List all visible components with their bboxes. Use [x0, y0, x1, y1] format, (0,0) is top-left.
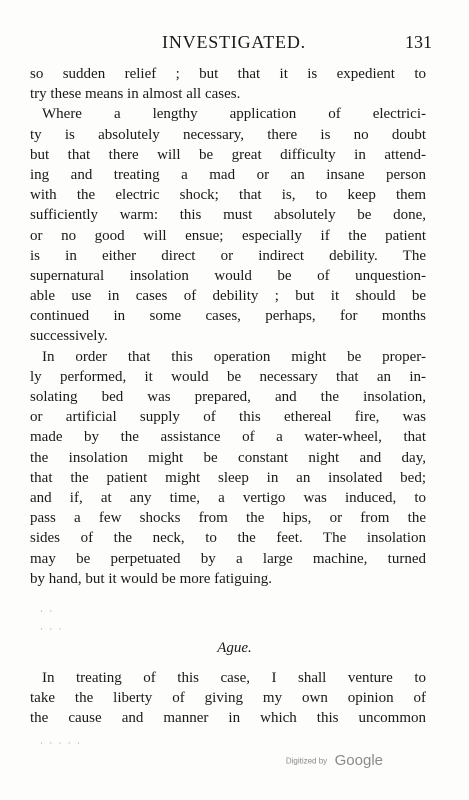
section-heading: Ague. — [217, 640, 252, 656]
digitized-by-text: Digitized by — [285, 756, 328, 766]
text-line: the insolation might be constant night and day, — [30, 449, 426, 466]
text-line: so sudden relief ; but that it is expedient to — [30, 66, 426, 82]
text-line: supernatural insolation would be of unquestion- — [30, 267, 426, 284]
page-header — [36, 24, 432, 54]
scan-noise: · · · · · — [40, 738, 82, 748]
section-text — [30, 668, 426, 729]
text-line: that the patient might sleep in an insolated bed; — [30, 469, 426, 486]
text-line: with the electric shock; that is, to keep them — [30, 187, 426, 204]
running-head: INVESTIGATED. — [162, 32, 306, 52]
text-line: able use in cases of debility ; but it should be — [30, 288, 426, 305]
page-number: 131 — [405, 32, 432, 52]
text-line: made by the assistance of a water-wheel, that — [30, 429, 426, 446]
text-line: In treating of this case, I shall venture to — [42, 670, 426, 686]
text-line: Where a lengthy application of electrici- — [42, 106, 426, 123]
digitization-watermark — [286, 752, 383, 770]
text-line: ty is absolutely necessary, there is no doubt — [30, 126, 426, 143]
text-line: and if, at any time, a vertigo was induced, to — [30, 489, 426, 506]
text-line: In order that this operation might be proper- — [42, 348, 426, 365]
text-line: try these means in almost all cases. — [30, 86, 241, 103]
body-text — [30, 64, 426, 589]
scan-noise: · · — [40, 606, 55, 616]
text-line: successively. — [30, 328, 108, 345]
text-line: pass a few shocks from the hips, or from the — [30, 510, 426, 527]
digitizer-logo-text: Google — [334, 752, 383, 770]
text-line: ing and treating a mad or an insane person — [30, 166, 426, 183]
text-line: take the liberty of giving my own opinion of — [30, 690, 426, 707]
text-line: sufficiently warm: this must absolutely be done, — [30, 207, 426, 224]
scan-noise: · · · — [40, 624, 64, 634]
text-line: is in either direct or indirect debility. The — [30, 247, 426, 264]
text-line: continued in some cases, perhaps, for months — [30, 308, 426, 325]
text-line: may be perpetuated by a large machine, turned — [30, 550, 426, 567]
text-line: the cause and manner in which this uncommon — [30, 710, 426, 727]
text-line: solating bed was prepared, and the insolation, — [30, 389, 426, 405]
text-line: sides of the neck, to the feet. The insolation — [30, 530, 426, 547]
text-line: ly performed, it would be necessary that an in- — [30, 368, 426, 385]
text-line: or artificial supply of this ethereal fire, was — [30, 409, 426, 426]
text-line: but that there will be great difficulty in attend- — [30, 146, 426, 163]
text-line: or no good will ensue; especially if the patient — [30, 227, 426, 244]
text-line: by hand, but it would be more fatiguing. — [30, 570, 273, 587]
